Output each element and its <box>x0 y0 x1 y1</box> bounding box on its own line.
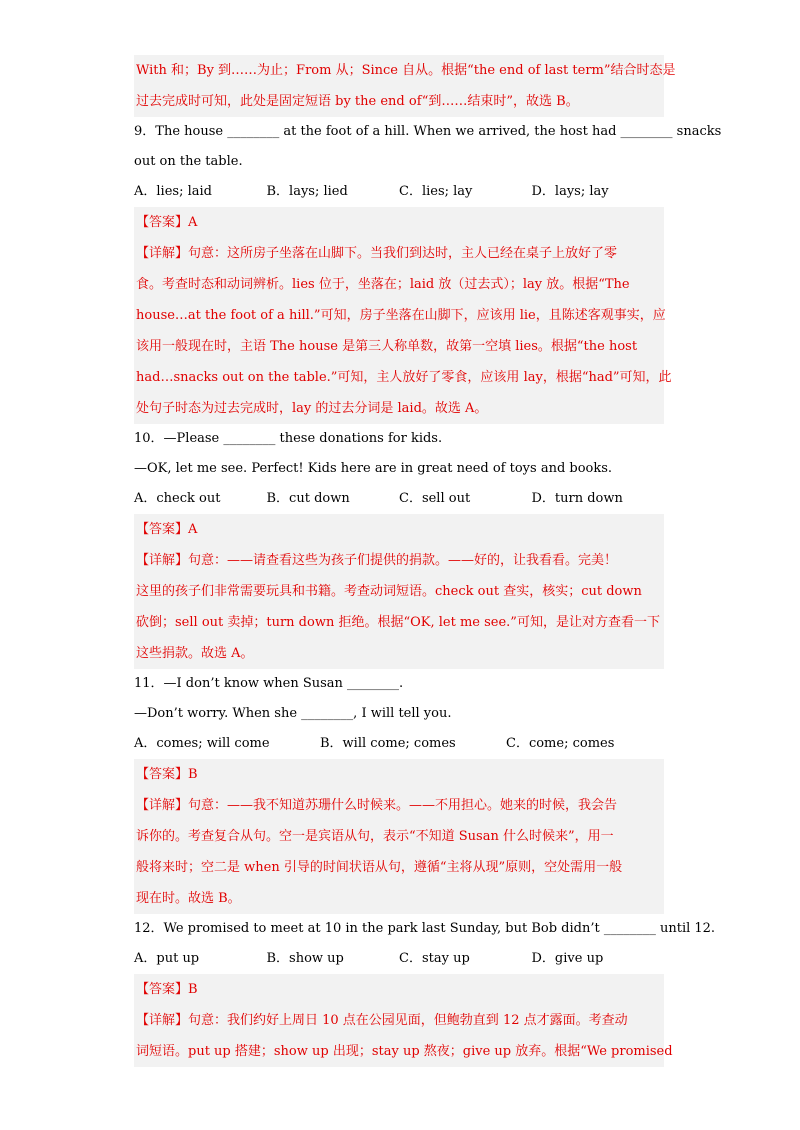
option-c: C．come; comes <box>506 736 615 751</box>
options-row <box>134 177 664 207</box>
explanation-line: 般将来时；空二是 when 引导的时间状语从句，遵循“主将从现”原则，空处需用一般 <box>136 860 623 875</box>
options-row <box>134 729 664 759</box>
content-column <box>134 55 722 1067</box>
option-d: D．lays; lay <box>531 184 609 199</box>
explanation-line: 现在时。故选 B。 <box>136 891 241 906</box>
question-stem: 12．We promised to meet at 10 in the park last Sunday, but Bob didn’t ________ until 12. <box>134 921 716 936</box>
explanation-line: 该用一般现在时，主语 The house 是第三人称单数，故第一空填 lies。根据“the host <box>136 339 638 354</box>
question-stem: —OK, let me see. Perfect! Kids here are in great need of toys and books. <box>134 461 613 476</box>
option-a: A．put up <box>134 951 200 966</box>
question-stem: —Don’t worry. When she ________, I will tell you. <box>134 706 452 721</box>
question-11 <box>134 669 664 914</box>
explanation-line: 处句子时态为过去完成时，lay 的过去分词是 laid。故选 A。 <box>136 401 488 416</box>
options-row <box>134 944 664 974</box>
explanation-line: 【详解】句意：这所房子坐落在山脚下。当我们到达时，主人已经在桌子上放好了零 <box>136 246 618 261</box>
question-stem: 10．—Please ________ these donations for kids. <box>134 431 443 446</box>
option-b: B．show up <box>266 951 344 966</box>
explanation-line: 过去完成时可知，此处是固定短语 by the end of“到……结束时”，故选 B。 <box>136 94 579 109</box>
answer-block <box>134 974 673 1067</box>
answer-label: 【答案】A <box>136 215 198 230</box>
explanation-line: 【详解】句意：我们约好上周日 10 点在公园见面，但鲍勃直到 12 点才露面。考查动 <box>136 1013 628 1028</box>
option-c: C．lies; lay <box>399 184 473 199</box>
answer-label: 【答案】B <box>136 982 198 997</box>
option-a: A．check out <box>134 491 221 506</box>
option-b: B．will come; comes <box>320 736 456 751</box>
question-stem: 11．—I don’t know when Susan ________. <box>134 676 404 691</box>
explanation-line: 这里的孩子们非常需要玩具和书籍。考查动词短语。check out 查实，核实；cut down <box>136 584 642 599</box>
question-9 <box>134 117 722 424</box>
question-10 <box>134 424 664 669</box>
option-d: D．give up <box>531 951 604 966</box>
options-row <box>134 484 664 514</box>
option-d: D．turn down <box>531 491 623 506</box>
option-a: A．comes; will come <box>134 736 270 751</box>
answer-block <box>134 514 664 669</box>
explanation-line: 砍倒；sell out 卖掉；turn down 拒绝。根据“OK, let me see.”可知，是让对方查看一下 <box>136 615 660 630</box>
answer-block <box>134 207 672 424</box>
explanation-line: 诉你的。考查复合从句。空一是宾语从句，表示“不知道 Susan 什么时候来”，用一 <box>136 829 614 844</box>
explanation-line: 食。考查时态和动词辨析。lies 位于，坐落在；laid 放（过去式）；lay 放。根据“The <box>136 277 630 292</box>
question-stem: 9．The house ________ at the foot of a hill. When we arrived, the host had ________ snacks <box>134 124 722 139</box>
answer-block <box>134 759 664 914</box>
option-b: B．lays; lied <box>266 184 348 199</box>
option-a: A．lies; laid <box>134 184 212 199</box>
question-stem: out on the table. <box>134 154 243 169</box>
explanation-line: had…snacks out on the table.”可知，主人放好了零食，应该用 lay，根据“had”可知，此 <box>136 370 672 385</box>
question-12 <box>134 914 716 1067</box>
explanation-line: With 和；By 到……为止；From 从；Since 自从。根据“the end of last term”结合时态是 <box>136 63 676 78</box>
option-b: B．cut down <box>266 491 350 506</box>
explanation-line: 【详解】句意：——我不知道苏珊什么时候来。——不用担心。她来的时候，我会告 <box>136 798 618 813</box>
explanation-line: 【详解】句意：——请查看这些为孩子们提供的捐款。——好的，让我看看。完美！ <box>136 553 618 568</box>
explanation-line: 词短语。put up 搭建；show up 出现；stay up 熬夜；give up 放弃。根据“We promised <box>136 1044 673 1059</box>
answer-label: 【答案】B <box>136 767 198 782</box>
explanation-line: house…at the foot of a hill.”可知，房子坐落在山脚下，应该用 lie，且陈述客观事实，应 <box>136 308 666 323</box>
answer-label: 【答案】A <box>136 522 198 537</box>
option-c: C．stay up <box>399 951 470 966</box>
explanation-line: 这些捐款。故选 A。 <box>136 646 254 661</box>
option-c: C．sell out <box>399 491 471 506</box>
prev-explanation <box>134 55 676 117</box>
